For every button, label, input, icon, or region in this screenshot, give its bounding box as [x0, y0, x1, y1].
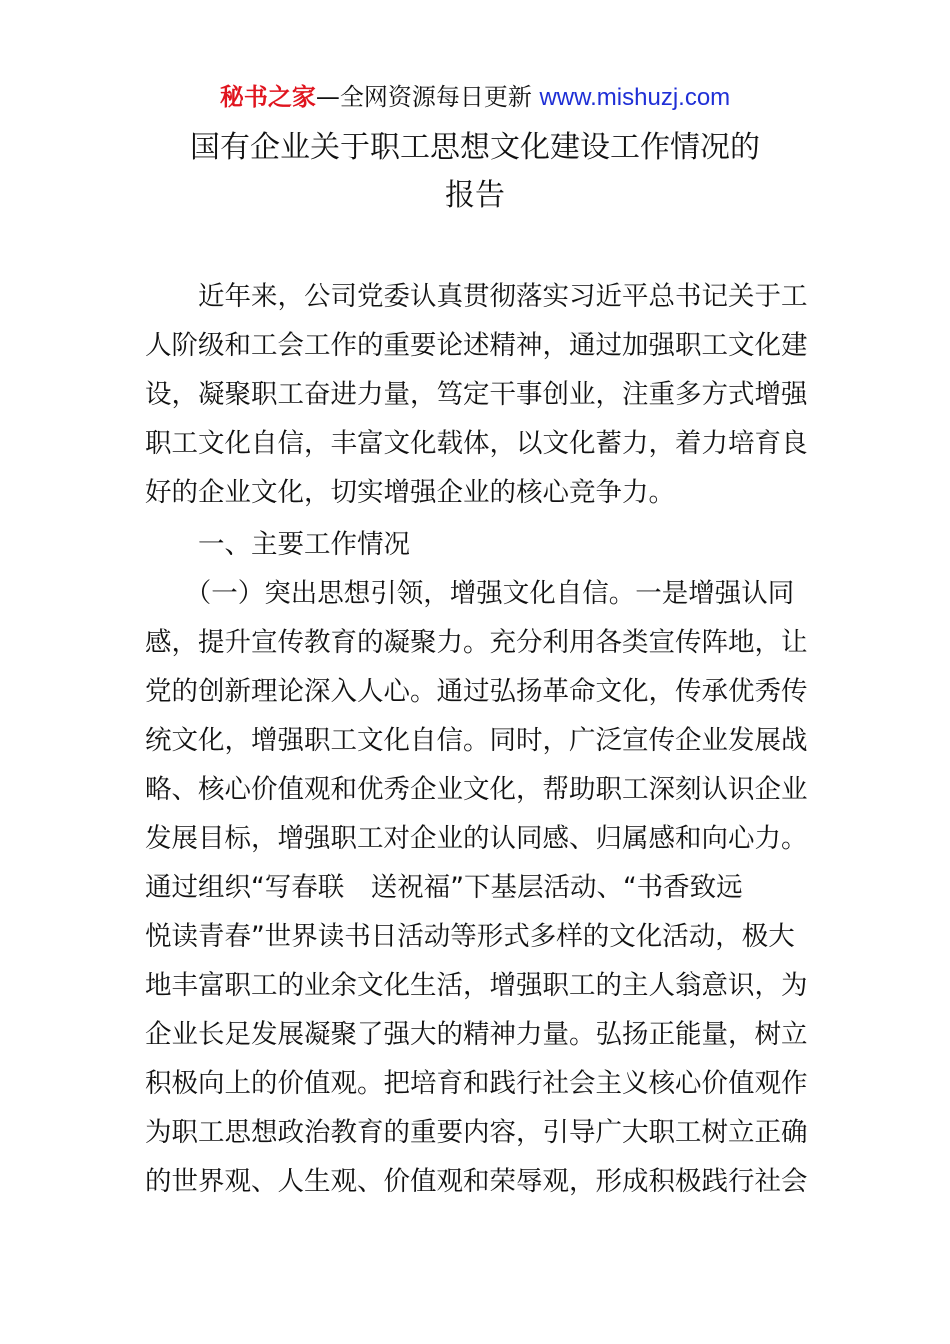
- body-line: 发展目标，增强职工对企业的认同感、归属感和向心力。: [145, 823, 808, 854]
- body-line: 人阶级和工会工作的重要论述精神，通过加强职工文化建: [145, 330, 808, 361]
- section-heading: 一、主要工作情况: [145, 529, 410, 560]
- source-header: [0, 80, 950, 115]
- body-line: 企业长足发展凝聚了强大的精神力量。弘扬正能量，树立: [145, 1019, 808, 1050]
- site-url[interactable]: www.mishuzj.com: [539, 84, 731, 111]
- body-line: 通过组织“写春联 送祝福”下基层活动、“书香致远: [145, 872, 743, 903]
- body-line: 统文化，增强职工文化自信。同时，广泛宣传企业发展战: [145, 725, 808, 756]
- body-line: 好的企业文化，切实增强企业的核心竞争力。: [145, 477, 675, 508]
- body-line: 近年来，公司党委认真贯彻落实习近平总书记关于工: [145, 281, 808, 312]
- body-line: 的世界观、人生观、价值观和荣辱观，形成积极践行社会: [145, 1166, 808, 1197]
- document-title-line-2: 报告: [445, 178, 505, 213]
- body-line: 略、核心价值观和优秀企业文化，帮助职工深刻认识企业: [145, 774, 808, 805]
- subsection-heading-line: （一）突出思想引领，增强文化自信。一是增强认同: [145, 578, 795, 609]
- body-line: 悦读青春”世界读书日活动等形式多样的文化活动，极大: [145, 921, 795, 952]
- body-line: 职工文化自信，丰富文化载体，以文化蓄力，着力培育良: [145, 428, 808, 459]
- body-line: 积极向上的价值观。把培育和践行社会主义核心价值观作: [145, 1068, 808, 1099]
- body-line: 为职工思想政治教育的重要内容，引导广大职工树立正确: [145, 1117, 808, 1148]
- body-line: 党的创新理论深入人心。通过弘扬革命文化，传承优秀传: [145, 676, 808, 707]
- body-line: 设，凝聚职工奋进力量，笃定干事创业，注重多方式增强: [145, 379, 808, 410]
- brand-name: 秘书之家: [219, 83, 316, 111]
- document-title-line-1: 国有企业关于职工思想文化建设工作情况的: [190, 130, 760, 165]
- body-line: 感，提升宣传教育的凝聚力。充分利用各类宣传阵地，让: [145, 627, 808, 658]
- header-tagline: —全网资源每日更新: [315, 83, 540, 111]
- body-line: 地丰富职工的业余文化生活，增强职工的主人翁意识，为: [145, 970, 808, 1001]
